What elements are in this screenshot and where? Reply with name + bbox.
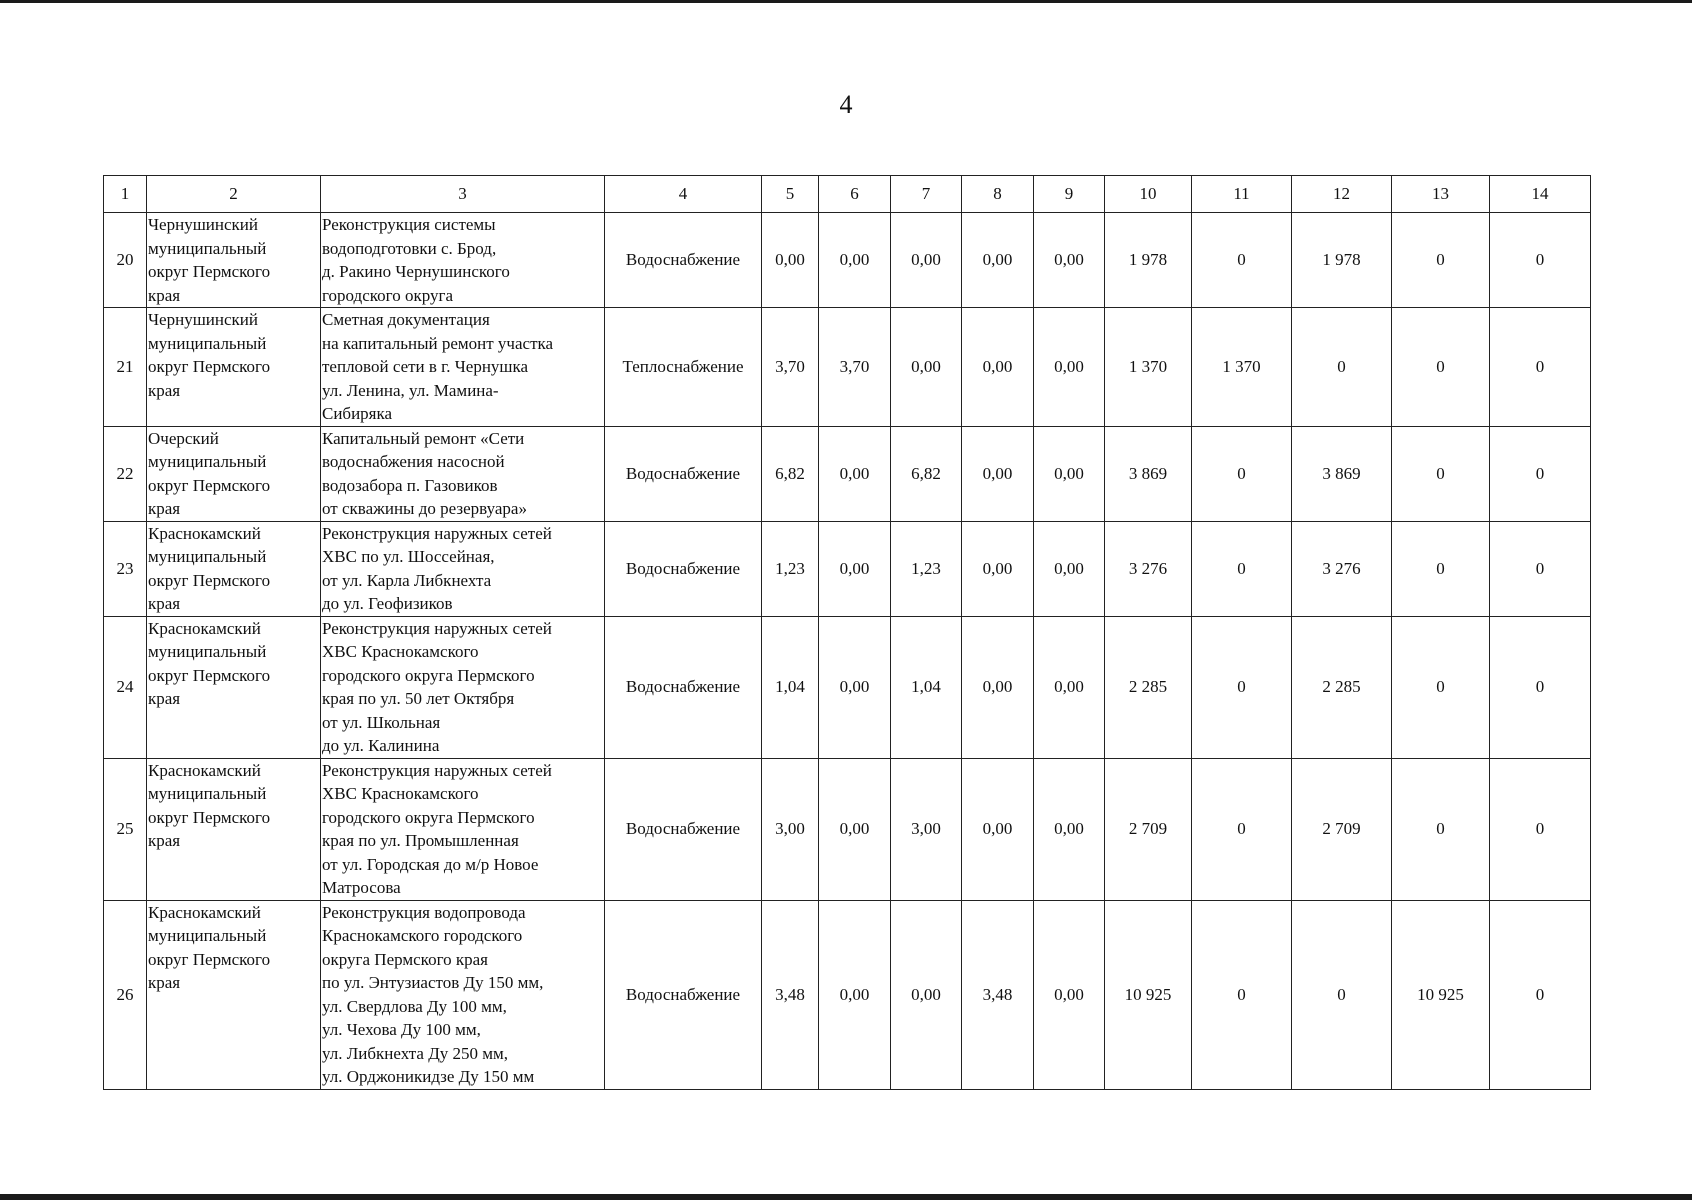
row-number: 22 (104, 426, 147, 521)
object-line: городского округа (322, 285, 454, 305)
value-cell: 0 (1392, 213, 1490, 308)
column-header: 9 (1034, 176, 1105, 213)
column-header: 4 (605, 176, 762, 213)
object-line: Реконструкция наружных сетей (322, 523, 552, 543)
value-cell: 0 (1490, 616, 1591, 758)
value-cell: 0 (1192, 213, 1292, 308)
object-line: на капитальный ремонт участка (322, 333, 554, 353)
column-header: 1 (104, 176, 147, 213)
object-line: ХВС Краснокамского (322, 642, 479, 661)
district-line: округ Пермского (148, 570, 271, 590)
value-cell: 0 (1192, 758, 1292, 900)
district-line: муниципальный (148, 547, 267, 566)
value-cell: 0 (1392, 426, 1490, 521)
district-line: муниципальный (148, 452, 267, 471)
column-header: 2 (147, 176, 321, 213)
value-cell: 2 285 (1105, 616, 1192, 758)
value-cell: 0 (1392, 521, 1490, 616)
district-line: Чернушинский (148, 310, 258, 329)
district-line: Краснокамский (148, 760, 261, 780)
district-line: Краснокамский (148, 902, 261, 922)
column-header: 10 (1105, 176, 1192, 213)
table-row (104, 308, 1591, 427)
value-cell: 0,00 (962, 213, 1034, 308)
page-number: 4 (839, 90, 853, 119)
supply-type-cell: Водоснабжение (605, 521, 762, 616)
district-line: края (148, 499, 181, 518)
district-line: края (148, 594, 181, 613)
value-cell: 0,00 (1034, 900, 1105, 1089)
object-line: Реконструкция водопровода (322, 902, 526, 922)
value-cell: 1,04 (762, 616, 819, 758)
object-line: ул. Орджоникидзе Ду 150 мм (322, 1067, 535, 1086)
value-cell: 0 (1292, 900, 1392, 1089)
district-line: края (148, 973, 181, 992)
district-line: Краснокамский (148, 618, 261, 638)
data-table (103, 175, 1591, 1090)
object-cell (321, 616, 605, 758)
district-line: муниципальный (148, 333, 267, 353)
object-line: ХВС Краснокамского (322, 784, 479, 803)
supply-type-cell: Водоснабжение (605, 900, 762, 1089)
column-header: 5 (762, 176, 819, 213)
value-cell: 2 709 (1292, 758, 1392, 900)
district-line: муниципальный (148, 926, 267, 945)
value-cell: 0,00 (891, 213, 962, 308)
object-line: Сметная документация (322, 310, 490, 329)
value-cell: 3 869 (1105, 426, 1192, 521)
object-cell (321, 308, 605, 427)
value-cell: 0,00 (819, 426, 891, 521)
value-cell: 1 370 (1192, 308, 1292, 427)
value-cell: 0,00 (1034, 521, 1105, 616)
district-line: края (148, 689, 181, 708)
value-cell: 1 978 (1292, 213, 1392, 308)
value-cell: 0,00 (962, 758, 1034, 900)
object-line: городского округа Пермского (322, 807, 535, 827)
object-cell (321, 758, 605, 900)
object-line: округа Пермского края (322, 949, 488, 969)
district-line: края (148, 380, 181, 400)
row-number: 21 (104, 308, 147, 427)
value-cell: 0 (1192, 521, 1292, 616)
district-line: муниципальный (148, 642, 267, 661)
table-row (104, 213, 1591, 308)
value-cell: 0 (1192, 426, 1292, 521)
district-line: Очерский (148, 428, 219, 448)
district-line: края (148, 285, 181, 305)
column-header: 11 (1192, 176, 1292, 213)
district-line: округ Пермского (148, 475, 271, 495)
object-line: края по ул. 50 лет Октября (322, 689, 515, 708)
value-cell: 1,23 (891, 521, 962, 616)
table-row (104, 758, 1591, 900)
value-cell: 3,00 (762, 758, 819, 900)
value-cell: 1 978 (1105, 213, 1192, 308)
object-line: Матросова (322, 878, 401, 897)
value-cell: 0,00 (1034, 213, 1105, 308)
object-line: Реконструкция наружных сетей (322, 618, 552, 638)
value-cell: 0,00 (1034, 426, 1105, 521)
value-cell: 0,00 (891, 308, 962, 427)
value-cell: 0 (1192, 900, 1292, 1089)
value-cell: 0 (1490, 426, 1591, 521)
table-body (104, 176, 1591, 1090)
value-cell: 3 869 (1292, 426, 1392, 521)
header-row (104, 176, 1591, 213)
value-cell: 6,82 (762, 426, 819, 521)
district-line: округ Пермского (148, 807, 271, 827)
district-line: округ Пермского (148, 262, 271, 281)
object-line: ХВС по ул. Шоссейная, (322, 547, 495, 566)
object-line: от ул. Школьная (322, 712, 441, 732)
row-number: 24 (104, 616, 147, 758)
table-row (104, 900, 1591, 1089)
value-cell: 0,00 (819, 213, 891, 308)
district-cell (147, 521, 321, 616)
district-line: Чернушинский (148, 215, 258, 234)
column-header: 13 (1392, 176, 1490, 213)
value-cell: 3 276 (1105, 521, 1192, 616)
object-line: ул. Свердлова Ду 100 мм, (322, 996, 507, 1016)
value-cell: 3,70 (762, 308, 819, 427)
scan-edge-top (0, 0, 1692, 3)
value-cell: 2 709 (1105, 758, 1192, 900)
object-line: края по ул. Промышленная (322, 831, 519, 850)
object-line: Реконструкция наружных сетей (322, 760, 552, 780)
supply-type-cell: Водоснабжение (605, 616, 762, 758)
district-cell (147, 426, 321, 521)
value-cell: 0,00 (962, 521, 1034, 616)
value-cell: 0 (1490, 521, 1591, 616)
object-line: водоподготовки с. Брод, (322, 238, 497, 258)
district-line: округ Пермского (148, 949, 271, 969)
object-cell (321, 521, 605, 616)
value-cell: 1,23 (762, 521, 819, 616)
supply-type-cell: Теплоснабжение (605, 308, 762, 427)
value-cell: 3 276 (1292, 521, 1392, 616)
value-cell: 0,00 (1034, 308, 1105, 427)
object-line: городского округа Пермского (322, 665, 535, 685)
object-line: водозабора п. Газовиков (322, 475, 498, 495)
object-line: от ул. Карла Либкнехта (322, 570, 492, 590)
value-cell: 0,00 (891, 900, 962, 1089)
object-cell (321, 213, 605, 308)
value-cell: 0 (1490, 308, 1591, 427)
column-header: 8 (962, 176, 1034, 213)
district-line: округ Пермского (148, 357, 271, 376)
row-number: 23 (104, 521, 147, 616)
object-line: до ул. Калинина (322, 736, 440, 755)
district-cell (147, 616, 321, 758)
value-cell: 0,00 (819, 616, 891, 758)
object-cell (321, 426, 605, 521)
object-line: от ул. Городская до м/р Новое (322, 854, 539, 874)
district-cell (147, 758, 321, 900)
value-cell: 2 285 (1292, 616, 1392, 758)
district-line: Краснокамский (148, 523, 261, 543)
district-line: муниципальный (148, 784, 267, 803)
value-cell: 0,00 (962, 616, 1034, 758)
value-cell: 0,00 (819, 521, 891, 616)
object-cell (321, 900, 605, 1089)
column-header: 7 (891, 176, 962, 213)
object-line: Краснокамского городского (322, 926, 523, 945)
object-line: ул. Либкнехта Ду 250 мм, (322, 1043, 509, 1063)
value-cell: 0,00 (762, 213, 819, 308)
district-line: муниципальный (148, 238, 267, 258)
object-line: Сибиряка (322, 404, 393, 423)
object-line: по ул. Энтузиастов Ду 150 мм, (322, 973, 544, 992)
district-cell (147, 900, 321, 1089)
column-header: 3 (321, 176, 605, 213)
value-cell: 0 (1490, 213, 1591, 308)
object-line: ул. Чехова Ду 100 мм, (322, 1020, 481, 1039)
value-cell: 0 (1292, 308, 1392, 427)
value-cell: 1,04 (891, 616, 962, 758)
value-cell: 0,00 (819, 758, 891, 900)
object-line: тепловой сети в г. Чернушка (322, 357, 529, 376)
value-cell: 0 (1392, 758, 1490, 900)
value-cell: 3,48 (962, 900, 1034, 1089)
object-line: до ул. Геофизиков (322, 594, 453, 613)
value-cell: 3,00 (891, 758, 962, 900)
value-cell: 0 (1490, 758, 1591, 900)
table-row (104, 616, 1591, 758)
value-cell: 0 (1192, 616, 1292, 758)
object-line: ул. Ленина, ул. Мамина- (322, 380, 499, 400)
value-cell: 3,70 (819, 308, 891, 427)
value-cell: 0 (1392, 616, 1490, 758)
row-number: 20 (104, 213, 147, 308)
object-line: от скважины до резервуара» (322, 499, 527, 518)
column-header: 12 (1292, 176, 1392, 213)
district-line: округ Пермского (148, 665, 271, 685)
object-line: Капитальный ремонт «Сети (322, 428, 525, 448)
value-cell: 10 925 (1392, 900, 1490, 1089)
value-cell: 10 925 (1105, 900, 1192, 1089)
district-line: края (148, 831, 181, 850)
value-cell: 0 (1490, 900, 1591, 1089)
object-line: водоснабжения насосной (322, 452, 505, 471)
value-cell: 0 (1392, 308, 1490, 427)
district-cell (147, 213, 321, 308)
column-header: 14 (1490, 176, 1591, 213)
column-header: 6 (819, 176, 891, 213)
value-cell: 6,82 (891, 426, 962, 521)
value-cell: 0,00 (962, 426, 1034, 521)
district-cell (147, 308, 321, 427)
supply-type-cell: Водоснабжение (605, 758, 762, 900)
value-cell: 0,00 (819, 900, 891, 1089)
object-line: д. Ракино Чернушинского (322, 262, 510, 281)
object-line: Реконструкция системы (322, 215, 496, 234)
supply-type-cell: Водоснабжение (605, 426, 762, 521)
row-number: 26 (104, 900, 147, 1089)
table-row (104, 426, 1591, 521)
scan-edge-bottom (0, 1194, 1692, 1200)
value-cell: 3,48 (762, 900, 819, 1089)
value-cell: 1 370 (1105, 308, 1192, 427)
value-cell: 0,00 (1034, 758, 1105, 900)
value-cell: 0,00 (962, 308, 1034, 427)
supply-type-cell: Водоснабжение (605, 213, 762, 308)
value-cell: 0,00 (1034, 616, 1105, 758)
row-number: 25 (104, 758, 147, 900)
table-row (104, 521, 1591, 616)
